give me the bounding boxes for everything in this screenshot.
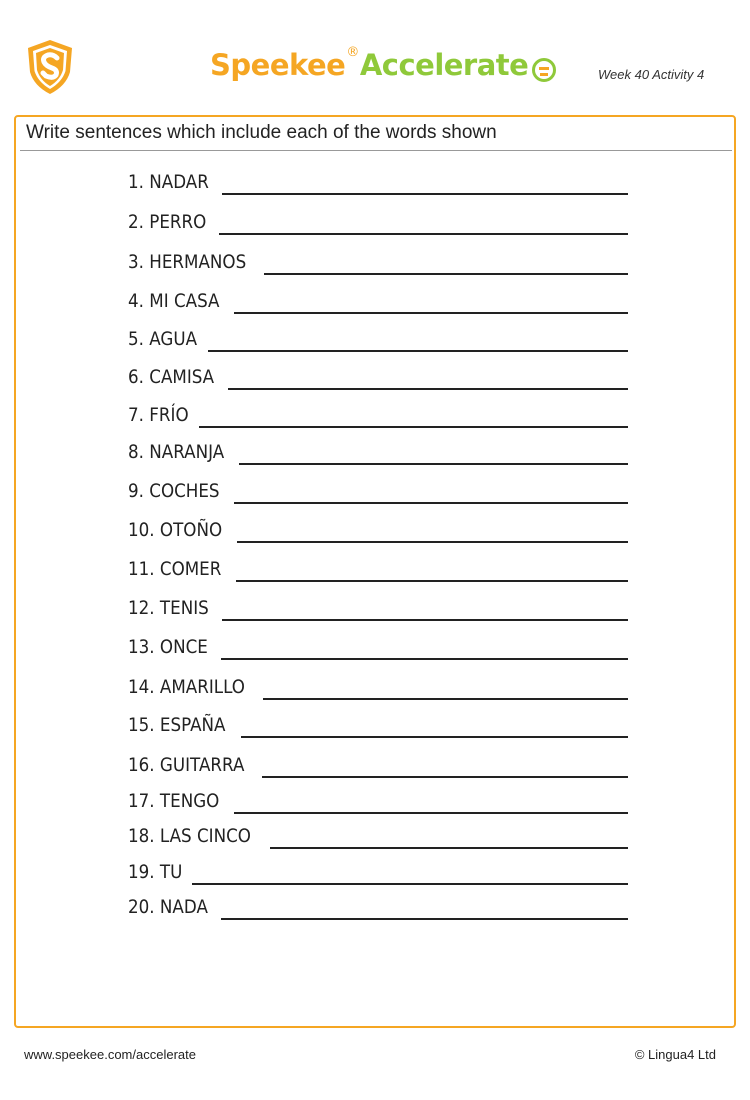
item-word: ESPAÑA [159,714,226,736]
item-word: TU [159,861,183,883]
list-item [128,515,628,547]
list-item [128,632,628,664]
list-item [128,476,628,508]
item-number: 14. [128,676,155,698]
item-word: NADAR [149,171,209,193]
answer-line[interactable] [222,619,628,621]
answer-line[interactable] [262,776,628,778]
list-item [128,437,628,469]
item-number: 7. [128,404,144,426]
list-item [128,857,628,889]
item-word: TENIS [159,597,209,619]
item-word: TENGO [159,790,220,812]
list-item [128,400,628,432]
list-item [128,207,628,239]
answer-line[interactable] [239,463,628,465]
instructions-text: Write sentences which include each of the words shown [26,122,497,143]
list-item [128,672,628,704]
item-number: 8. [128,441,144,463]
item-number: 18. [128,825,155,847]
item-word: NARANJA [149,441,225,463]
item-word: COMER [159,558,222,580]
list-item [128,362,628,394]
item-label [128,714,225,742]
list-item [128,892,628,924]
list-item [128,167,628,199]
answer-line[interactable] [234,502,628,504]
item-word: CAMISA [149,366,215,388]
answer-line[interactable] [221,658,628,660]
list-item [128,593,628,625]
answer-line[interactable] [241,736,628,738]
answer-line[interactable] [264,273,628,275]
item-word: HERMANOS [149,251,247,273]
answer-line[interactable] [236,580,628,582]
item-word: GUITARRA [159,754,245,776]
item-number: 20. [128,896,155,918]
item-label [128,519,222,547]
item-number: 15. [128,714,155,736]
item-word: OTOÑO [159,519,223,541]
item-label [128,328,197,356]
answer-line[interactable] [192,883,628,885]
item-number: 19. [128,861,155,883]
item-number: 2. [128,211,144,233]
item-number: 11. [128,558,155,580]
item-label [128,754,244,782]
item-label [128,790,219,818]
item-label [128,636,208,664]
item-number: 4. [128,290,144,312]
list-item [128,750,628,782]
list-item [128,247,628,279]
list-item [128,286,628,318]
answer-line[interactable] [221,918,628,920]
list-item [128,324,628,356]
item-word: AGUA [149,328,198,350]
brand-speekee: Speekee [210,48,346,82]
answer-line[interactable] [208,350,628,352]
week-activity-label: Week 40 Activity 4 [598,67,705,82]
item-label [128,171,209,199]
answer-line[interactable] [237,541,628,543]
item-label [128,676,245,704]
item-number: 17. [128,790,155,812]
item-label [128,597,209,625]
answer-line[interactable] [219,233,628,235]
item-word: AMARILLO [159,676,245,698]
item-word: LAS CINCO [159,825,251,847]
answer-line[interactable] [222,193,628,195]
list-item [128,786,628,818]
footer-website-link[interactable]: www.speekee.com/accelerate [24,1047,196,1062]
item-label [128,896,208,924]
answer-line[interactable] [199,426,628,428]
item-label [128,404,189,432]
item-number: 16. [128,754,155,776]
footer-copyright: © Lingua4 Ltd [634,1047,716,1062]
item-number: 12. [128,597,155,619]
item-number: 1. [128,171,144,193]
item-word: ONCE [159,636,208,658]
brand-accelerate: Accelerate [359,48,529,82]
item-number: 13. [128,636,155,658]
brand-registered-mark: ® [346,45,359,60]
answer-line[interactable] [263,698,628,700]
answer-line[interactable] [234,812,628,814]
item-label [128,480,220,508]
answer-line[interactable] [270,847,628,849]
list-item [128,821,628,853]
item-number: 3. [128,251,144,273]
item-word: PERRO [149,211,207,233]
item-label [128,861,182,889]
answer-line[interactable] [234,312,628,314]
item-number: 5. [128,328,144,350]
item-label [128,558,221,586]
item-word: MI CASA [149,290,220,312]
list-item [128,710,628,742]
item-word: NADA [159,896,208,918]
item-number: 6. [128,366,144,388]
item-label [128,441,224,469]
item-label [128,366,214,394]
item-label [128,251,246,279]
item-number: 9. [128,480,144,502]
list-item [128,554,628,586]
item-word: COCHES [149,480,220,502]
item-label [128,211,206,239]
item-label [128,290,219,318]
answer-line[interactable] [228,388,628,390]
item-word: FRÍO [149,404,189,426]
item-number: 10. [128,519,155,541]
item-label [128,825,251,853]
